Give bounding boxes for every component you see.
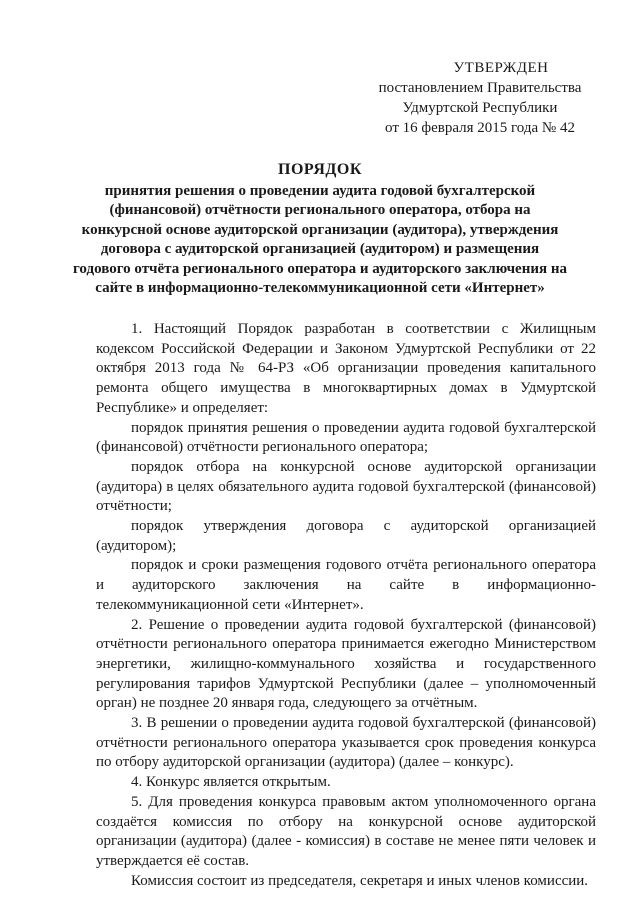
paragraph: 3. В решении о проведении аудита годовой бухгалтерской (финансовой) отчётности регионального оператора указывается срок проведения конкурса по отбору аудиторской организации (аудитора) (далее – конкурс). [96, 715, 596, 771]
approval-title: УТВЕРЖДЕН [453, 60, 549, 76]
document-subtitle-line: годового отчёта регионального оператора и аудиторского заключения на [72, 260, 568, 277]
paragraph: 5. Для проведения конкурса правовым актом уполномоченного органа создаётся комиссия по отбору на конкурсной основе аудиторской организации (аудитора) (далее - комиссия) в составе не менее пяти человек и утверждается её состав. [96, 793, 596, 869]
paragraph: порядок отбора на конкурсной основе аудиторской организации (аудитора) в целях обязательного аудита годовой бухгалтерской (финансовой) отчётности; [96, 458, 596, 515]
approval-line: постановлением Правительства [378, 80, 582, 96]
approval-line: Удмуртской Республики [402, 100, 558, 116]
paragraph: порядок и сроки размещения годового отчёта регионального оператора и аудиторского заключения на сайте в информационно-телекоммуникационной сети «Интернет». [96, 557, 596, 613]
document-title: ПОРЯДОК [278, 161, 362, 178]
paragraph: 4. Конкурс является открытым. [131, 774, 331, 791]
document-subtitle-line: сайте в информационно-телекоммуникационной сети «Интернет» [95, 280, 545, 296]
paragraph: 1. Настоящий Порядок разработан в соответствии с Жилищным кодексом Российской Федерации и Законом Удмуртской Республики от 22 октября 2013 года № 64-РЗ «Об организации проведения капитального ремонта общего имущества в многоквартирных домах в Удмуртской Республике» и определяет: [96, 321, 596, 416]
document-subtitle-line: договора с аудиторской организацией (аудитором) и размещения [100, 241, 540, 257]
document-heading [70, 160, 570, 299]
paragraph: Комиссия состоит из председателя, секретаря и иных членов комиссии. [131, 872, 589, 889]
paragraph: порядок утверждения договора с аудиторской организацией (аудитором); [96, 518, 596, 554]
document-subtitle-line: принятия решения о проведении аудита годовой бухгалтерской [104, 182, 536, 199]
document-subtitle-line: (финансовой) отчётности регионального оператора, отбора на [109, 202, 531, 218]
document-body [96, 320, 596, 891]
approval-line: от 16 февраля 2015 года № 42 [385, 120, 575, 136]
paragraph: 2. Решение о проведении аудита годовой бухгалтерской (финансовой) отчётности регионального оператора принимается ежегодно Министерством энергетики, жилищно-коммунального хозяйства и государственного регулирования тарифов Удмуртской Республики (далее – уполномоченный орган) не позднее 20 января года, следующего за отчётным. [96, 616, 596, 712]
document-subtitle-line: конкурсной основе аудиторской организации (аудитора), утверждения [81, 221, 559, 238]
paragraph: порядок принятия решения о проведении аудита годовой бухгалтерской (финансовой) отчётности регионального оператора; [96, 419, 596, 456]
approval-stamp [360, 58, 600, 138]
